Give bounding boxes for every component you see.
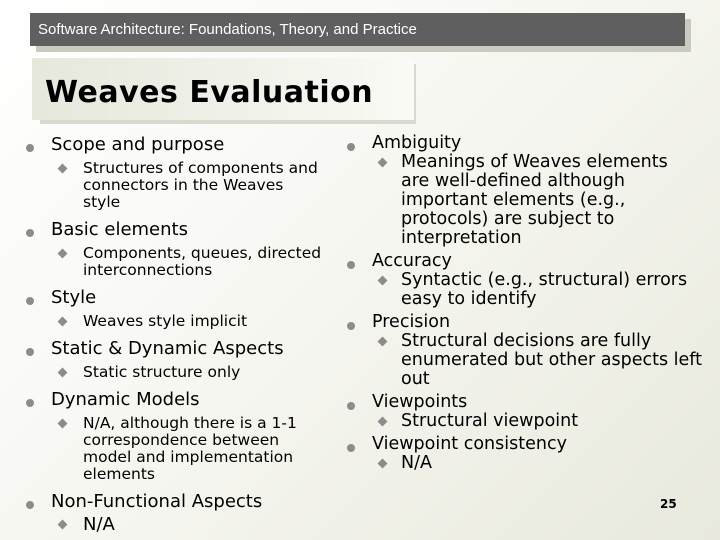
diamond-bullet-icon — [378, 417, 388, 427]
header-bar — [30, 13, 685, 46]
bullet-dot-icon — [26, 144, 34, 152]
bullet-dot-icon — [26, 399, 34, 407]
diamond-bullet-icon — [58, 317, 68, 327]
sub-item-text: N/A — [83, 514, 115, 535]
bullet-label: Precision — [372, 312, 451, 332]
bullet-dot-icon — [347, 444, 355, 452]
bullet-dot-icon — [347, 322, 355, 330]
diamond-bullet-icon — [58, 520, 68, 530]
sub-item — [401, 153, 718, 248]
bullet-item-accuracy — [343, 251, 718, 309]
bullet-item-viewpoint-consistency — [343, 434, 718, 473]
bullet-item-viewpoints — [343, 392, 718, 431]
sub-item — [83, 514, 342, 536]
diamond-bullet-icon — [378, 459, 388, 469]
page-number: 25 — [660, 497, 677, 511]
bullet-label: Viewpoints — [372, 392, 468, 412]
header-text: Software Architecture: Foundations, Theory, and Practice — [38, 21, 417, 38]
diamond-bullet-icon — [58, 249, 68, 259]
sub-item-text: Structural viewpoint — [401, 411, 579, 431]
sub-item — [83, 364, 342, 381]
sub-item-text: Static structure only — [83, 363, 241, 381]
sub-item — [401, 454, 718, 473]
bullet-item-scope — [22, 133, 342, 211]
diamond-bullet-icon — [378, 158, 388, 168]
bullet-dot-icon — [26, 348, 34, 356]
sub-item — [83, 245, 342, 279]
sub-item-text: Syntactic (e.g., structural) errors easy to identify — [401, 270, 688, 309]
bullet-label: Static & Dynamic Aspects — [51, 338, 284, 359]
diamond-bullet-icon — [58, 368, 68, 378]
bullet-label: Accuracy — [372, 251, 452, 271]
diamond-bullet-icon — [58, 419, 68, 429]
bullet-dot-icon — [347, 261, 355, 269]
bullet-dot-icon — [26, 297, 34, 305]
bullet-item-static-dynamic — [22, 337, 342, 381]
bullet-label: Style — [51, 287, 97, 308]
bullet-label: Viewpoint consistency — [372, 434, 567, 454]
sub-item — [83, 313, 342, 330]
bullet-item-non-functional — [22, 490, 342, 536]
sub-item-text: Structures of components and connectors in the Weaves style — [83, 159, 318, 211]
sub-item-text: Meanings of Weaves elements are well-defined although important elements (e.g., protocols) are subject to interpretation — [401, 152, 668, 248]
sub-item — [83, 160, 342, 211]
bullet-item-basic-elements — [22, 218, 342, 279]
bullet-item-dynamic-models — [22, 388, 342, 483]
sub-item — [401, 332, 718, 389]
bullet-item-precision — [343, 312, 718, 389]
diamond-bullet-icon — [58, 164, 68, 174]
diamond-bullet-icon — [378, 337, 388, 347]
bullet-label: Ambiguity — [372, 133, 462, 153]
sub-item — [401, 271, 718, 309]
sub-item-text: Components, queues, directed interconnections — [83, 244, 322, 279]
bullet-item-ambiguity — [343, 133, 718, 248]
right-column — [343, 133, 718, 473]
bullet-dot-icon — [26, 229, 34, 237]
bullet-label: Non-Functional Aspects — [51, 491, 263, 512]
bullet-dot-icon — [347, 402, 355, 410]
sub-item — [401, 412, 718, 431]
bullet-label: Dynamic Models — [51, 389, 200, 410]
bullet-label: Basic elements — [51, 219, 188, 240]
bullet-label: Scope and purpose — [51, 134, 225, 155]
sub-item-text: N/A, although there is a 1-1 correspondence between model and implementation elements — [83, 414, 297, 483]
left-column — [22, 133, 342, 536]
diamond-bullet-icon — [378, 276, 388, 286]
slide-title: Weaves Evaluation — [45, 75, 374, 110]
bullet-item-style — [22, 286, 342, 330]
sub-item-text: Structural decisions are fully enumerated but other aspects left out — [401, 331, 703, 389]
sub-item-text: Weaves style implicit — [83, 312, 248, 330]
bullet-dot-icon — [347, 143, 355, 151]
sub-item-text: N/A — [401, 453, 432, 473]
bullet-dot-icon — [26, 501, 34, 509]
sub-item — [83, 415, 342, 483]
